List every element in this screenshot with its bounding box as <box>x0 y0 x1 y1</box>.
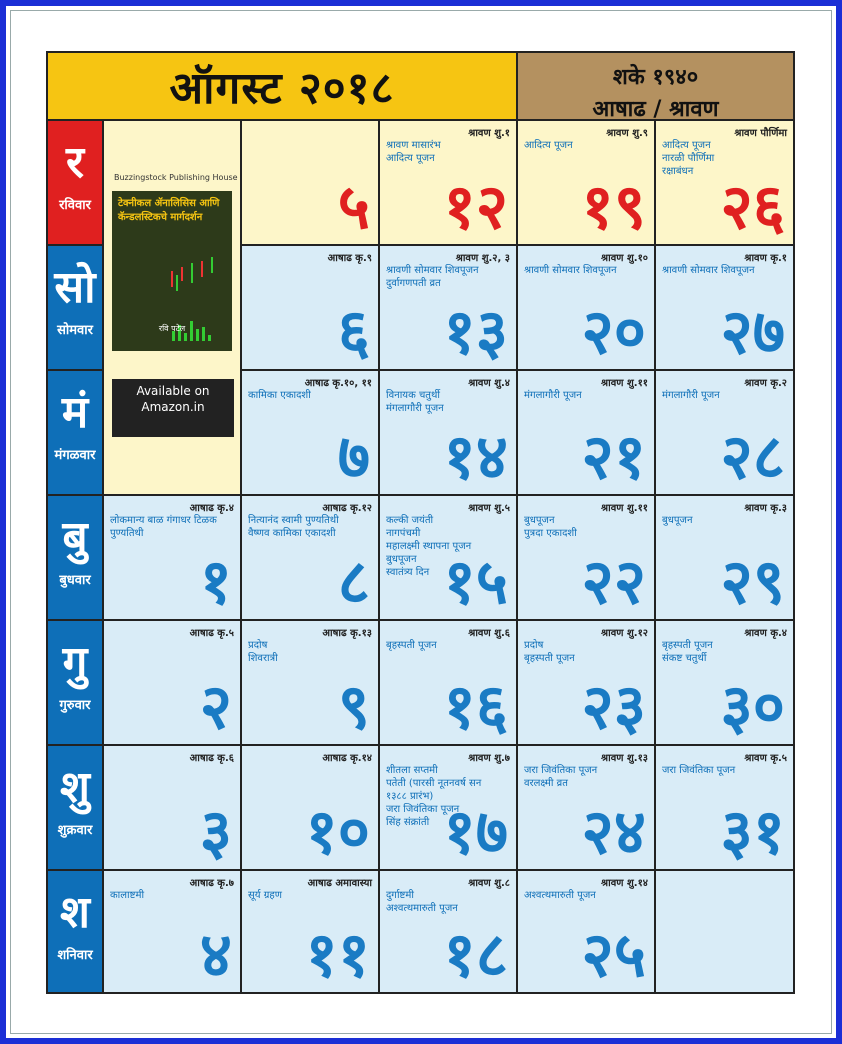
amazon-link[interactable]: Available on Amazon.in <box>112 379 234 437</box>
tithi-label: श्रावण शु.९ <box>606 128 648 139</box>
book-advertisement[interactable] <box>104 121 240 494</box>
date-number: ८ <box>337 545 370 618</box>
date-cell-29[interactable] <box>656 496 793 619</box>
event-text: दुर्गाष्टमी अश्वत्थमारुती पूजन <box>386 890 458 914</box>
date-cell-18[interactable] <box>380 871 516 992</box>
date-number: ७ <box>337 420 370 493</box>
date-number: ३ <box>199 795 232 868</box>
date-cell-8[interactable] <box>242 496 378 619</box>
date-cell-27[interactable] <box>656 246 793 369</box>
calendar-grid <box>46 51 795 994</box>
event-text: कामिका एकादशी <box>248 390 311 401</box>
tithi-label: श्रावण शु.१४ <box>601 878 648 889</box>
date-number: १६ <box>443 670 508 743</box>
tithi-label: श्रावण कृ.४ <box>744 628 787 639</box>
date-number: २५ <box>581 918 646 991</box>
date-cell-3[interactable] <box>104 746 240 869</box>
date-number: २७ <box>720 295 785 368</box>
tithi-label: श्रावण शु.६ <box>468 628 510 639</box>
event-text: जरा जिवंतिका पूजन <box>662 765 736 776</box>
event-text: आदित्य पूजन <box>524 140 573 151</box>
event-text: अश्वत्थमारुती पूजन <box>524 890 596 901</box>
date-cell-6[interactable] <box>242 246 378 369</box>
day-abbr: श <box>60 887 90 938</box>
date-number: ९ <box>337 670 370 743</box>
date-cell-5[interactable] <box>242 121 378 244</box>
date-number: १७ <box>443 795 508 868</box>
event-text: श्रावणी सोमवार शिवपूजन <box>524 265 617 276</box>
day-abbr: र <box>66 137 84 188</box>
tithi-label: श्रावण शु.४ <box>468 378 510 389</box>
date-number: २२ <box>581 545 646 618</box>
date-number: १८ <box>443 918 508 991</box>
tithi-label: श्रावण शु.८ <box>468 878 510 889</box>
shaka-months: आषाढ / श्रावण <box>592 97 719 119</box>
tithi-label: श्रावण शु.१२ <box>601 628 648 639</box>
event-text: कालाष्टमी <box>110 890 145 901</box>
tithi-label: आषाढ कृ.४ <box>189 503 234 514</box>
day-name: रविवार <box>59 198 91 213</box>
event-text: शीतला सप्तमी पतेती (पारसी नूतनवर्ष सन १३८८ प्रारंभ) जरा जिवंतिका पूजन सिंह संक्रांती <box>386 765 482 828</box>
tithi-label: आषाढ कृ.१३ <box>322 628 372 639</box>
tithi-label: श्रावण कृ.३ <box>744 503 787 514</box>
date-cell-24[interactable] <box>518 746 654 869</box>
tithi-label: आषाढ कृ.७ <box>189 878 234 889</box>
tithi-label: आषाढ कृ.६ <box>189 753 234 764</box>
date-number: २६ <box>720 170 785 243</box>
date-cell-23[interactable] <box>518 621 654 744</box>
date-number: २० <box>581 295 646 368</box>
tithi-label: श्रावण कृ.१ <box>744 253 787 264</box>
date-cell-22[interactable] <box>518 496 654 619</box>
tithi-label: आषाढ अमावास्या <box>307 878 372 889</box>
date-number: २८ <box>720 420 785 493</box>
tithi-label: श्रावण शु.७ <box>468 753 510 764</box>
event-text: प्रदोष शिवरात्री <box>248 640 278 664</box>
event-text: बुधपूजन पुत्रदा एकादशी <box>524 515 577 539</box>
tithi-label: श्रावण पौर्णिमा <box>734 128 787 139</box>
date-number: ३१ <box>720 795 785 868</box>
event-text: प्रदोष बृहस्पती पूजन <box>524 640 575 664</box>
event-text: जरा जिवंतिका पूजन वरलक्ष्मी व्रत <box>524 765 598 789</box>
date-cell-2[interactable] <box>104 621 240 744</box>
date-cell-19[interactable] <box>518 121 654 244</box>
tithi-label: श्रावण शु.१३ <box>601 753 648 764</box>
event-text: श्रावण मासारंभ आदित्य पूजन <box>386 140 441 164</box>
date-cell-10[interactable] <box>242 746 378 869</box>
date-cell-20[interactable] <box>518 246 654 369</box>
date-cell-16[interactable] <box>380 621 516 744</box>
tithi-label: आषाढ कृ.९ <box>327 253 372 264</box>
event-text: बृहस्पती पूजन <box>386 640 437 651</box>
tithi-label: श्रावण कृ.२ <box>744 378 787 389</box>
tithi-label: आषाढ कृ.१२ <box>322 503 372 514</box>
date-cell-11[interactable] <box>242 871 378 992</box>
day-abbr: मं <box>61 387 89 438</box>
date-number: १० <box>305 795 370 868</box>
day-header-monday <box>48 246 102 369</box>
event-text: सूर्य ग्रहण <box>248 890 282 901</box>
day-name: सोमवार <box>57 323 93 338</box>
empty-date-cell <box>656 871 793 992</box>
shaka-cell <box>518 53 793 119</box>
book-title: टेक्नीकल ॲनालिसिस आणि कॅन्डलस्टिकचे मार्गदर्शन <box>118 198 220 223</box>
date-number: १ <box>199 545 232 618</box>
date-number: २ <box>199 670 232 743</box>
event-text: आदित्य पूजन नारळी पौर्णिमा रक्षाबंधन <box>662 140 715 177</box>
date-cell-28[interactable] <box>656 371 793 494</box>
event-text: श्रावणी सोमवार शिवपूजन दुर्वागणपती व्रत <box>386 265 479 289</box>
month-title-cell <box>48 53 516 119</box>
tithi-label: श्रावण शु.१ <box>468 128 510 139</box>
date-cell-12[interactable] <box>380 121 516 244</box>
date-number: २४ <box>581 795 646 868</box>
event-text: नित्यानंद स्वामी पुण्यतिथी वैष्णव कामिका एकादशी <box>248 515 339 539</box>
event-text: बुधपूजन <box>662 515 693 526</box>
date-number: ६ <box>337 295 370 368</box>
event-text: मंगलागौरी पूजन <box>524 390 582 401</box>
tithi-label: आषाढ कृ.१४ <box>322 753 372 764</box>
date-number: १९ <box>581 170 646 243</box>
tithi-label: श्रावण शु.११ <box>601 378 648 389</box>
day-header-sunday <box>48 121 102 244</box>
date-number: १५ <box>443 545 508 618</box>
day-abbr: सो <box>54 262 96 313</box>
date-cell-9[interactable] <box>242 621 378 744</box>
day-name: गुरुवार <box>59 698 91 713</box>
date-cell-21[interactable] <box>518 371 654 494</box>
date-cell-7[interactable] <box>242 371 378 494</box>
event-text: कल्की जयंती नागपंचमी महालक्ष्मी स्थापना पूजन बुधपूजन स्वातंत्र्य दिन <box>386 515 472 578</box>
tithi-label: श्रावण शु.११ <box>601 503 648 514</box>
date-number: २९ <box>720 545 785 618</box>
date-cell-4[interactable] <box>104 871 240 992</box>
date-number: ३० <box>720 670 785 743</box>
day-name: बुधवार <box>59 573 91 588</box>
publisher-name: Buzzingstock Publishing House <box>114 173 238 182</box>
day-name: मंगळवार <box>54 448 96 463</box>
date-cell-15[interactable] <box>380 496 516 619</box>
date-number: २१ <box>581 420 646 493</box>
book-cover[interactable] <box>112 191 232 351</box>
tithi-label: श्रावण शु.५ <box>468 503 510 514</box>
tithi-label: श्रावण शु.२, ३ <box>455 253 510 264</box>
date-number: ५ <box>337 170 370 243</box>
event-text: श्रावणी सोमवार शिवपूजन <box>662 265 755 276</box>
shaka-year: शके १९४० <box>612 65 699 90</box>
event-text: लोकमान्य बाळ गंगाधर टिळक पुण्यतिथी <box>110 515 217 539</box>
date-number: १२ <box>443 170 508 243</box>
tithi-label: आषाढ कृ.१०, ११ <box>304 378 372 389</box>
date-number: १४ <box>443 420 508 493</box>
day-header-wednesday <box>48 496 102 619</box>
day-header-saturday <box>48 871 102 992</box>
day-name: शनिवार <box>57 948 93 963</box>
date-cell-26[interactable] <box>656 121 793 244</box>
date-cell-13[interactable] <box>380 246 516 369</box>
date-number: ११ <box>305 918 370 991</box>
date-cell-25[interactable] <box>518 871 654 992</box>
event-text: मंगलागौरी पूजन <box>662 390 720 401</box>
day-abbr: गु <box>62 637 88 688</box>
day-header-thursday <box>48 621 102 744</box>
date-number: २३ <box>581 670 646 743</box>
day-abbr: शु <box>60 762 90 813</box>
date-number: ४ <box>199 918 232 991</box>
day-abbr: बु <box>62 512 88 563</box>
event-text: बृहस्पती पूजन संकष्ट चतुर्थी <box>662 640 713 664</box>
date-cell-30[interactable] <box>656 621 793 744</box>
book-author: रवि पटेल <box>158 324 186 333</box>
date-cell-14[interactable] <box>380 371 516 494</box>
event-text: विनायक चतुर्थी मंगलागौरी पूजन <box>386 390 444 414</box>
day-name: शुक्रवार <box>57 823 93 838</box>
month-title: ऑगस्ट २०१८ <box>169 63 395 114</box>
date-cell-17[interactable] <box>380 746 516 869</box>
date-number: १३ <box>443 295 508 368</box>
tithi-label: श्रावण कृ.५ <box>744 753 787 764</box>
tithi-label: श्रावण शु.१० <box>601 253 648 264</box>
day-header-tuesday <box>48 371 102 494</box>
date-cell-31[interactable] <box>656 746 793 869</box>
day-header-friday <box>48 746 102 869</box>
tithi-label: आषाढ कृ.५ <box>189 628 234 639</box>
date-cell-1[interactable] <box>104 496 240 619</box>
